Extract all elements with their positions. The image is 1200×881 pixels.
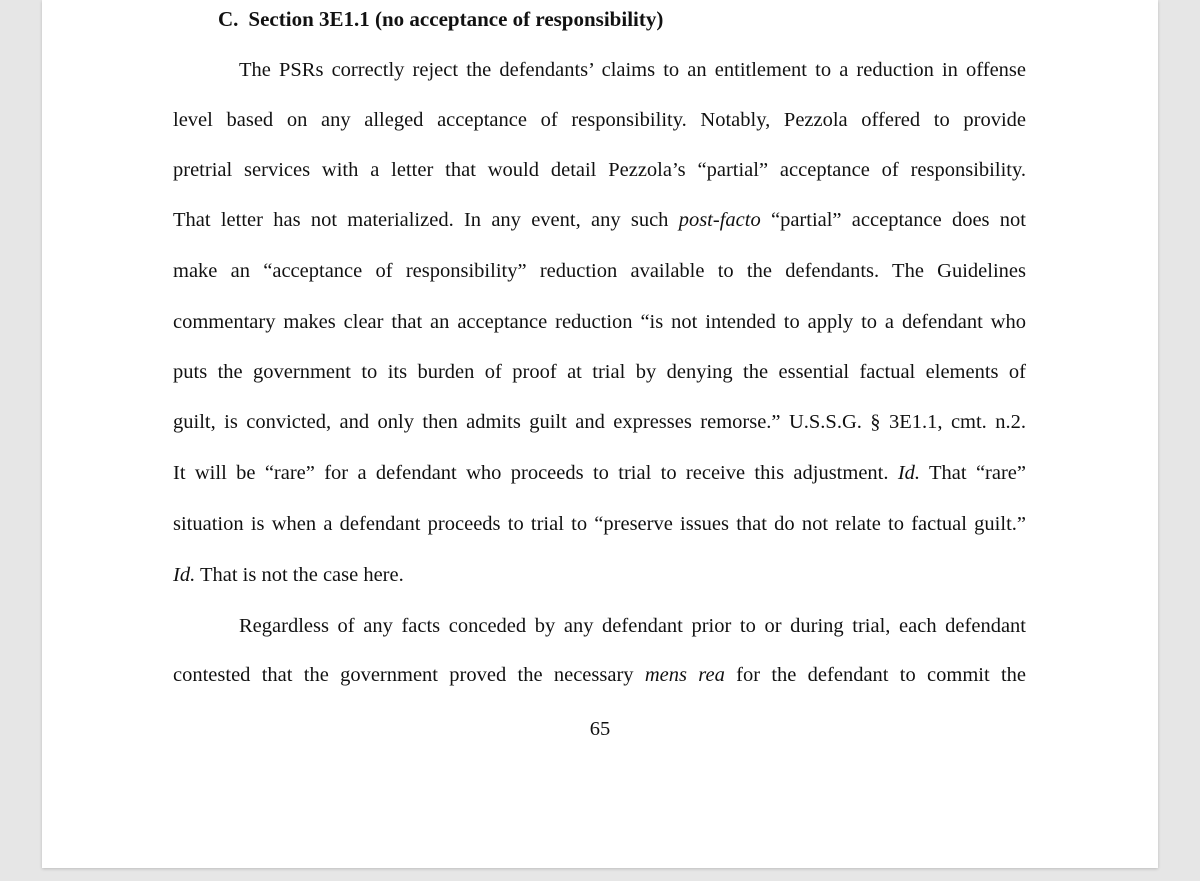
paragraph-1-line-3: pretrial services with a letter that would detail Pezzola’s “partial” acceptance of responsibility. [173,159,1026,181]
paragraph-1-line-1: The PSRs correctly reject the defendants’ claims to an entitlement to a reduction in offense [239,59,1026,81]
line-11-text-b: That is not the case here. [195,564,404,586]
p2-line-2-italic-mens-rea: mens rea [644,664,725,686]
paragraph-1-line-4 [173,205,1026,235]
line-9-text-a: It will be “rare” for a defendant who proceeds to trial to receive this adjustment. [173,462,898,484]
line-11-italic-id: Id. [173,564,196,586]
paragraph-1-line-11 [173,560,1026,590]
line-4-text-a: That letter has not materialized. In any event, any such [173,209,679,231]
section-title: Section 3E1.1 (no acceptance of responsibility) [248,7,664,31]
section-heading [218,4,663,34]
line-9-text-b: That “rare” [920,462,1026,484]
paragraph-1-line-7: puts the government to its burden of proof at trial by denying the essential factual elements of [173,361,1026,383]
paragraph-1-line-6: commentary makes clear that an acceptance reduction “is not intended to apply to a defendant who [173,311,1026,333]
paragraph-2-line-2 [173,660,1026,690]
paragraph-1-line-10: situation is when a defendant proceeds to trial to “preserve issues that do not relate to factual guilt.” [173,513,1026,535]
section-letter: C. [218,7,239,31]
paragraph-1-line-5: make an “acceptance of responsibility” reduction available to the defendants. The Guidelines [173,260,1026,282]
paragraph-1-line-9 [173,458,1026,488]
page-number: 65 [589,718,611,740]
p2-line-2-text-a: contested that the government proved the necessary [173,664,645,686]
line-4-italic-post-facto: post-facto [678,209,761,231]
p2-line-2-text-b: for the defendant to commit the [724,664,1027,686]
paragraph-1-line-8: guilt, is convicted, and only then admits guilt and expresses remorse.” U.S.S.G. § 3E1.1, cmt. n.2. [173,411,1026,433]
paragraph-2-line-1: Regardless of any facts conceded by any defendant prior to or during trial, each defendant [239,615,1026,637]
line-4-text-b: “partial” acceptance does not [760,209,1027,231]
line-9-italic-id: Id. [897,462,921,484]
paragraph-1-line-2: level based on any alleged acceptance of responsibility. Notably, Pezzola offered to provide [173,109,1026,131]
document-page [42,0,1158,868]
